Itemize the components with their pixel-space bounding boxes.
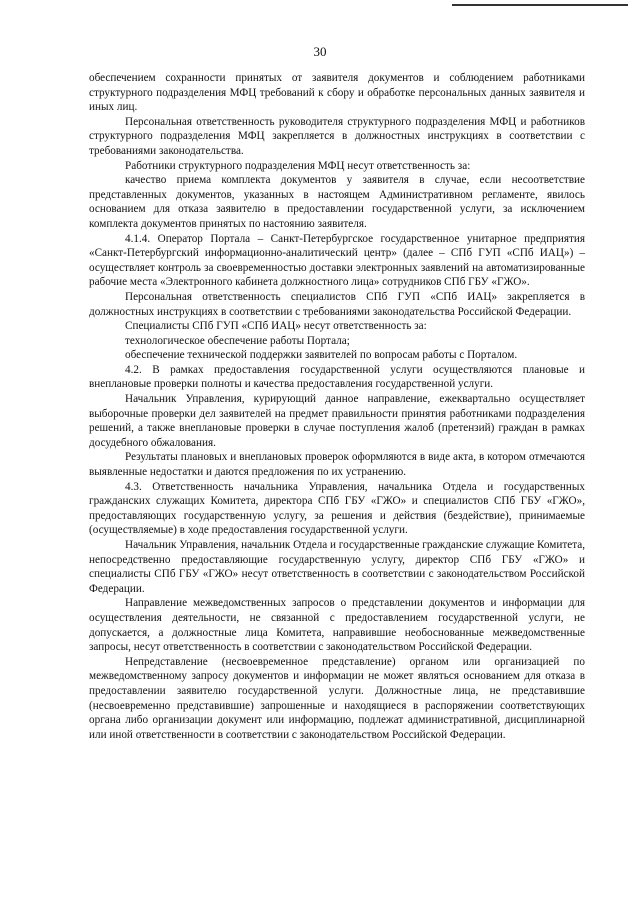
top-rule [452,4,628,6]
paragraph: Результаты плановых и внеплановых проверок оформляются в виде акта, в котором отмечаются выявленные недостатки и даются предложения по их устранению. [89,451,585,479]
paragraph: технологическое обеспечение работы Портала; [125,334,350,347]
paragraph: 4.3. Ответственность начальника Управления, начальника Отдела и государственных гражданских служащих Комитета, директора СПб ГБУ «ГЖО» и специалистов СПб ГБУ «ГЖО», предоставляющих государственную услугу, за решения и действия (бездействие), принимаемые (осуществляемые) в ходе предоставления государственной услуги. [89,480,585,537]
paragraph: Работники структурного подразделения МФЦ несут ответственность за: [125,159,471,172]
paragraph: Специалисты СПб ГУП «СПб ИАЦ» несут ответственность за: [125,320,427,333]
paragraph: Начальник Управления, курирующий данное направление, ежеквартально осуществляет выборочные проверки дел заявителей на предмет правильности принятия работниками подразделения решений, а также внеплановые проверки в случае поступления жалоб (претензий) граждан в рамках досудебного обжалования. [89,393,585,449]
paragraph: Персональная ответственность руководителя структурного подразделения МФЦ и работников структурного подразделения МФЦ закрепляется в должностных инструкциях в соответствии с требованиями законодательства. [89,115,585,157]
paragraph: Направление межведомственных запросов о представлении документов и информации для осуществления деятельности, не связанной с предоставлением государственной услуги, не допускается, а должностные лица Комитета, направившие необоснованные межведомственные запросы, несут ответственность в соответствии с законодательством Российской Федерации. [89,597,585,654]
paragraph: качество приема комплекта документов у заявителя в случае, если несоответствие представленных документов, указанных в настоящем Административном регламенте, явилось основанием для отказа заявителю в предоставлении государственной услуги, за исключением комплекта документов принятых по настоянию заявителя. [89,174,585,230]
paragraph: 4.1.4. Оператор Портала – Санкт-Петербургское государственное унитарное предприятия «Санкт-Петербургский информационно-аналитический центр» (далее – СПб ГУП «СПб ИАЦ») – осуществляет контроль за своевременностью доставки электронных заявлений на автоматизированные рабочие места «Электронного кабинета должностного лица» сотрудников СПб ГБУ «ГЖО». [89,232,585,289]
paragraph: обеспечение технической поддержки заявителей по вопросам работы с Порталом. [125,349,518,362]
paragraph: 4.2. В рамках предоставления государственной услуги осуществляются плановые и внеплановые проверки полноты и качества предоставления государственной услуги. [89,363,585,391]
paragraph: Начальник Управления, начальник Отдела и государственные гражданские служащие Комитета, непосредственно предоставляющие государственную услугу, директор СПб ГБУ «ГЖО» и специалисты СПб ГБУ «ГЖО» несут ответственность в соответствии с законодательством Российской Федерации. [89,539,585,595]
paragraph: Непредставление (несвоевременное представление) органом или организацией по межведомственному запросу документов и информации не может являться основанием для отказа в предоставлении заявителю государственной услуги. Должностные лица, не представившие (несвоевременно представившие) запрошенные и находящиеся в распоряжении соответствующих органа либо организации документ или информацию, подлежат административной, дисциплинарной или иной ответственности в соответствии с законодательством Российской Федерации. [89,655,585,741]
page-number: 30 [313,44,327,59]
document-body [89,71,585,742]
paragraph: обеспечением сохранности принятых от заявителя документов и соблюдением работниками структурного подразделения МФЦ требований к сбору и обработке персональных данных заявителя и иных лиц. [89,72,585,114]
paragraph: Персональная ответственность специалистов СПб ГУП «СПб ИАЦ» закрепляется в должностных инструкциях в соответствии с требованиями законодательства Российской Федерации. [89,290,585,318]
